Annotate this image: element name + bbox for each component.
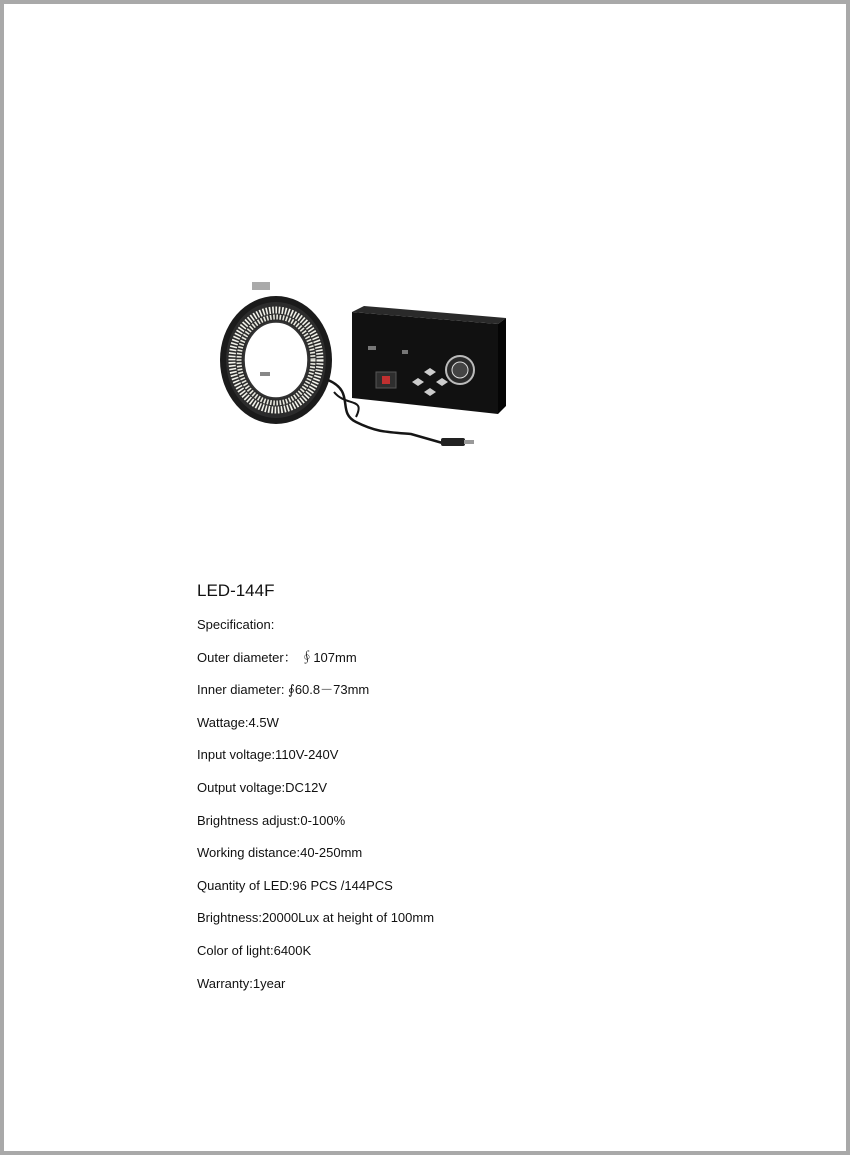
spec-list: [197, 615, 434, 1006]
spec-brightness-adjust: Brightness adjust:0-100%: [197, 812, 346, 828]
spec-heading: Specification:: [197, 617, 275, 632]
ring-light-icon: [220, 282, 332, 424]
spec-inner-diameter: Inner diameter: ∮60.8－73mm: [197, 682, 370, 698]
document-page: [4, 4, 846, 1151]
spec-warranty: Warranty:1year: [197, 975, 286, 991]
controller-box-icon: [352, 306, 506, 414]
spec-working-distance: Working distance:40-250mm: [197, 845, 363, 861]
spec-output-voltage: Output voltage:DC12V: [197, 779, 328, 795]
spec-led-quantity: Quantity of LED:96 PCS /144PCS: [197, 877, 393, 893]
spec-wattage: Wattage:4.5W: [197, 714, 279, 730]
spec-input-voltage: Input voltage:110V-240V: [197, 747, 339, 763]
product-model: LED-144F: [197, 581, 275, 600]
spec-brightness: Brightness:20000Lux at height of 100mm: [197, 910, 435, 926]
spec-color-of-light: Color of light:6400K: [197, 942, 312, 958]
product-photo: [216, 272, 526, 452]
spec-outer-diameter: Outer diameter： ∮107mm: [197, 649, 357, 665]
